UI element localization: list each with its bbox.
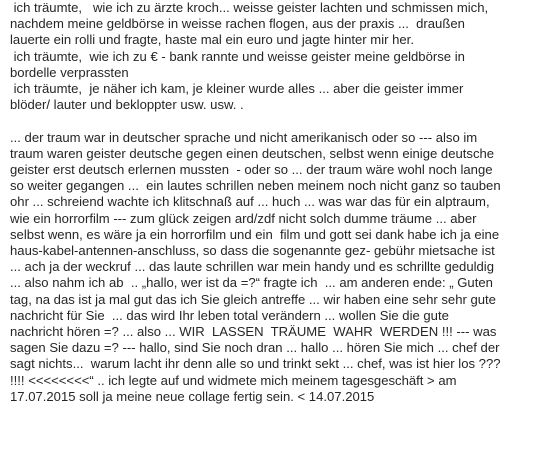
- text-line: haus-kabel-antennen-anschluss, so dass die sogenannte gez- gebühr mietsache ist: [10, 243, 495, 259]
- paragraph-gap: [10, 113, 532, 129]
- text-line: sagt nichts... warum lacht ihr denn alle so und trinkt sekt ... chef, was ist hier los ???: [10, 356, 501, 372]
- text-line: ich träumte, wie ich zu € - bank rannte und weisse geister meine geldbörse in: [10, 48, 465, 64]
- text-line: ... also nahm ich ab .. „hallo, wer ist da =?“ fragte ich ... am anderen ende: „ Guten: [10, 275, 493, 291]
- text-line: lauerte ein rolli und fragte, haste mal ein euro und jagte hinter mir her.: [10, 32, 414, 48]
- text-line: bordelle verprassten: [10, 64, 129, 80]
- text-line: traum waren geister deutsche gegen einen deutschen, selbst wenn einige deutsche: [10, 145, 495, 161]
- text-line: ... ach ja der weckruf ... das laute schrillen war mein handy und es schrillte geduldig: [10, 259, 494, 275]
- text-line: 17.07.2015 soll ja meine neue collage fertig sein. < 14.07.2015: [10, 388, 375, 404]
- text-line: selbst wenn, es wäre ja ein horrorfilm und ein film und gott sei dank habe ich ja eine: [10, 226, 500, 242]
- text-line: tag, na das ist ja mal gut das ich Sie gleich antreffe ... wir haben eine sehr sehr gute: [10, 291, 496, 307]
- text-line: so weiter gegangen ... ein lautes schrillen neben meinem noch nicht ganz so tauben: [10, 178, 501, 194]
- text-line: nachdem meine geldbörse in weisse rachen flogen, aus der praxis ... draußen: [10, 16, 465, 32]
- text-line: wie ein horrorfilm --- zum glück zeigen ard/zdf nicht solch dumme träume ... aber: [10, 210, 477, 226]
- text-line: nachricht hören =? ... also ... WIR LASSEN TRÄUME WAHR WERDEN !!! --- was: [10, 324, 497, 340]
- text-line: !!!! <<<<<<<<“ .. ich legte auf und widmete mich meinem tagesgeschäft > am: [10, 372, 457, 388]
- paragraph-dream: [10, 0, 532, 113]
- text-line: ohr ... schreiend wachte ich klitschnaß auf ... huch ... was war das für ein alptraum,: [10, 194, 490, 210]
- text-line: ich träumte, je näher ich kam, je kleiner wurde alles ... aber die geister immer: [10, 81, 464, 97]
- text-line: blöder/ lauter und bekloppter usw. usw. .: [10, 97, 244, 113]
- text-line: ... der traum war in deutscher sprache und nicht amerikanisch oder so --- also im: [10, 129, 478, 145]
- document-body: [10, 0, 532, 405]
- text-line: sagen Sie dazu =? --- hallo, sind Sie noch dran ... hallo ... hören Sie mich ... chef der: [10, 340, 500, 356]
- text-line: geister erst deutsch erlernen mussten - oder so ... der traum wäre wohl noch lange: [10, 162, 493, 178]
- text-line: ich träumte, wie ich zu ärzte kroch... weisse geister lachten und schmissen mich,: [10, 0, 489, 15]
- paragraph-wakeup: [10, 130, 532, 405]
- text-line: nachricht für Sie ... das wird Ihr leben total verändern ... wollen Sie die gute: [10, 307, 449, 323]
